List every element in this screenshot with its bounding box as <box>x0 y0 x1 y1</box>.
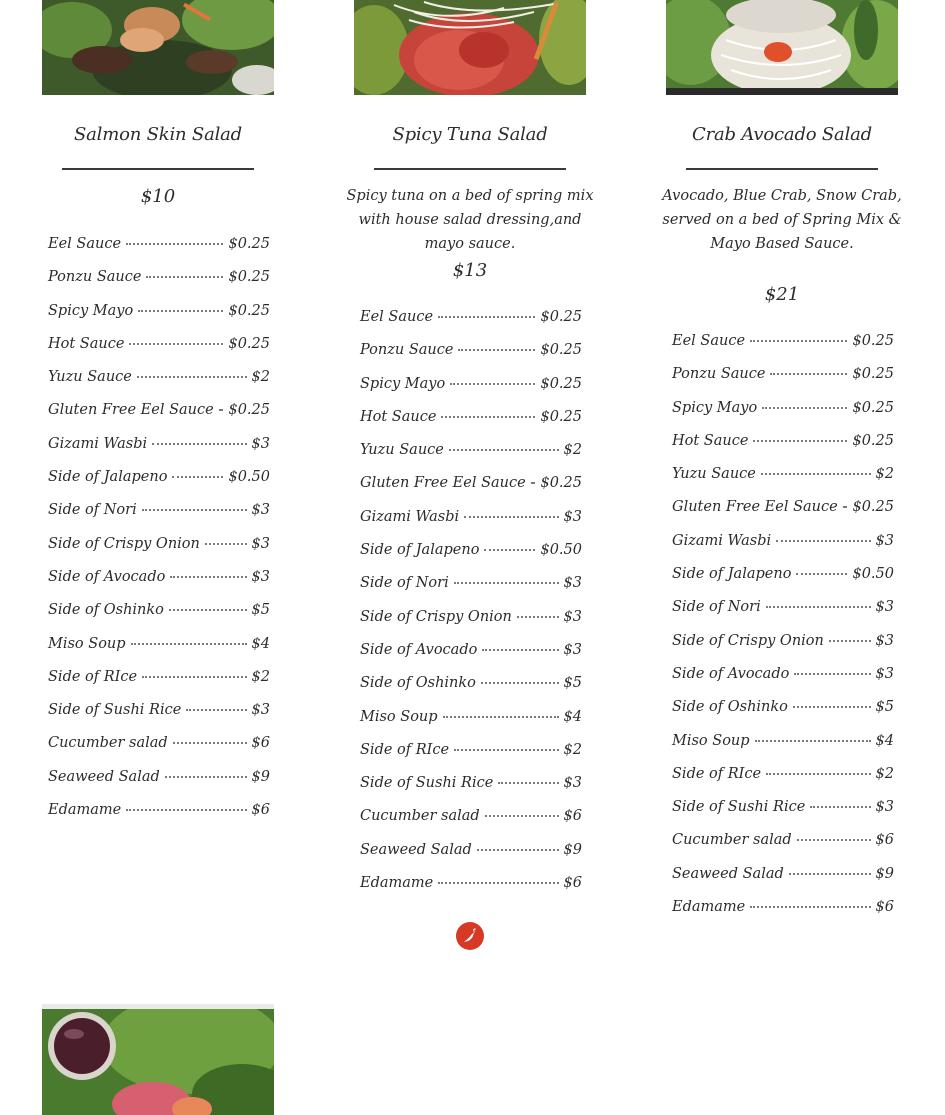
list-item <box>48 636 270 669</box>
list-item <box>672 733 894 766</box>
side-item-name: Cucumber salad <box>48 735 168 752</box>
dot-leader <box>464 516 558 518</box>
list-item <box>360 875 582 908</box>
list-item <box>672 499 894 532</box>
side-item-name: Side of Avocado <box>360 641 478 658</box>
side-item-name: Ponzu Sauce <box>672 366 766 383</box>
side-item-name: Edamame <box>48 802 122 819</box>
side-item-name: Cucumber salad <box>360 808 480 825</box>
list-item <box>672 633 894 666</box>
list-item <box>48 269 270 302</box>
dot-leader <box>205 543 247 545</box>
side-item-price: $3 <box>251 435 270 452</box>
side-item-price: $3 <box>251 502 270 519</box>
side-item-price: $3 <box>875 532 894 549</box>
list-item <box>360 775 582 808</box>
side-item-price: $0.25 <box>228 269 270 286</box>
list-item <box>672 433 894 466</box>
dot-leader <box>766 606 871 608</box>
dot-leader <box>126 243 223 245</box>
side-item-price: $0.25 <box>228 402 270 419</box>
side-item-price: $6 <box>875 899 894 916</box>
side-item-price: $3 <box>251 702 270 719</box>
side-item-name: Seaweed Salad <box>672 865 784 882</box>
list-item <box>672 400 894 433</box>
side-item-price: $0.25 <box>852 333 894 349</box>
side-item-price: $6 <box>251 802 270 819</box>
spicy-tuna-salad-photo[interactable] <box>354 0 586 95</box>
side-item-price: $3 <box>875 665 894 682</box>
side-item-price: $9 <box>875 865 894 882</box>
dot-leader <box>454 749 558 751</box>
side-item-name: Miso Soup <box>48 635 126 652</box>
list-item <box>48 769 270 802</box>
dot-leader <box>438 316 535 318</box>
salad-price: $10 <box>140 186 176 207</box>
list-item <box>360 675 582 708</box>
side-item-price: $4 <box>875 732 894 749</box>
list-item <box>360 742 582 775</box>
side-item-name: Eel Sauce <box>672 333 746 349</box>
dot-leader <box>482 649 558 651</box>
side-item-name: Hot Sauce <box>48 335 125 352</box>
side-item-price: $0.25 <box>852 366 894 383</box>
side-item-price: $0.25 <box>228 302 270 319</box>
side-item-name: Side of Avocado <box>48 568 166 585</box>
dot-leader <box>441 416 535 418</box>
side-item-price: $6 <box>563 875 582 892</box>
side-item-price: $0.25 <box>540 342 582 359</box>
dot-leader <box>753 440 847 442</box>
side-item-name: Gluten Free Eel Sauce <box>672 499 838 516</box>
side-item-name: Eel Sauce <box>360 309 434 325</box>
dot-leader <box>173 742 247 744</box>
side-item-name: Miso Soup <box>360 708 438 725</box>
side-item-name: Edamame <box>360 875 434 892</box>
dot-leader <box>794 673 870 675</box>
side-item-price: $3 <box>251 535 270 552</box>
dot-leader <box>170 576 246 578</box>
dot-leader <box>766 773 870 775</box>
dot-leader <box>165 776 247 778</box>
side-item-price: $0.25 <box>540 475 582 492</box>
side-item-price: $2 <box>563 442 582 459</box>
side-item-price: $0.25 <box>852 399 894 416</box>
dot-leader <box>750 906 870 908</box>
side-item-price: $5 <box>875 699 894 716</box>
side-item-name: Side of Sushi Rice <box>672 799 806 816</box>
dot-leader <box>843 506 848 508</box>
list-item <box>672 599 894 632</box>
dot-leader <box>761 473 871 475</box>
dot-leader <box>789 873 871 875</box>
dot-leader <box>481 682 559 684</box>
side-item-name: Yuzu Sauce <box>672 466 756 483</box>
side-item-name: Spicy Mayo <box>360 375 446 392</box>
side-item-name: Side of RIce <box>672 765 762 782</box>
dot-leader <box>186 709 246 711</box>
title-divider <box>686 168 878 170</box>
salad-price: $21 <box>764 284 800 305</box>
dot-leader <box>137 376 247 378</box>
side-item-name: Side of Oshinko <box>360 675 476 692</box>
dot-leader <box>485 815 559 817</box>
dot-leader <box>796 573 847 575</box>
side-item-name: Gluten Free Eel Sauce <box>360 475 526 492</box>
dot-leader <box>762 407 847 409</box>
side-item-price: $4 <box>251 635 270 652</box>
side-item-name: Ponzu Sauce <box>48 269 142 286</box>
side-item-name: Side of RIce <box>360 741 450 758</box>
side-item-name: Side of Crispy Onion <box>672 632 824 649</box>
side-item-name: Cucumber salad <box>672 832 792 849</box>
chili-pepper-icon[interactable] <box>456 922 484 950</box>
list-item <box>672 766 894 799</box>
dot-leader <box>152 443 246 445</box>
sides-list <box>672 333 894 932</box>
dot-leader <box>829 640 871 642</box>
dot-leader <box>172 476 223 478</box>
list-item <box>360 642 582 675</box>
side-item-price: $2 <box>563 741 582 758</box>
dot-leader <box>484 549 535 551</box>
side-item-price: $4 <box>563 708 582 725</box>
list-item <box>48 303 270 336</box>
side-item-price: $3 <box>875 799 894 816</box>
dot-leader <box>131 643 247 645</box>
side-item-price: $5 <box>563 675 582 692</box>
side-item-name: Miso Soup <box>672 732 750 749</box>
side-item-name: Side of Nori <box>672 599 761 616</box>
side-item-name: Side of Oshinko <box>48 602 164 619</box>
side-item-price: $0.25 <box>540 408 582 425</box>
side-item-price: $2 <box>875 765 894 782</box>
dot-leader <box>138 310 223 312</box>
side-item-name: Side of Oshinko <box>672 699 788 716</box>
side-item-price: $3 <box>563 575 582 592</box>
side-item-name: Gizami Wasbi <box>672 532 772 549</box>
list-item <box>360 376 582 409</box>
side-item-name: Spicy Mayo <box>672 399 758 416</box>
side-item-price: $0.50 <box>540 542 582 559</box>
side-item-name: Yuzu Sauce <box>360 442 444 459</box>
side-item-price: $2 <box>251 369 270 386</box>
side-item-name: Gizami Wasbi <box>48 435 148 452</box>
list-item <box>360 442 582 475</box>
list-item <box>360 409 582 442</box>
dot-leader <box>517 616 559 618</box>
list-item <box>48 469 270 502</box>
side-item-name: Yuzu Sauce <box>48 369 132 386</box>
salad-title: Crab Avocado Salad <box>692 124 872 145</box>
dot-leader <box>755 740 871 742</box>
side-item-price: $3 <box>875 599 894 616</box>
side-item-price: $3 <box>875 632 894 649</box>
salad-description: Spicy tuna on a bed of spring mix with house salad dressing,and mayo sauce. <box>346 188 594 252</box>
dot-leader <box>449 449 559 451</box>
side-item-name: Gluten Free Eel Sauce <box>48 402 214 419</box>
side-item-price: $3 <box>251 568 270 585</box>
list-item <box>360 842 582 875</box>
list-item <box>48 336 270 369</box>
dot-leader <box>458 349 535 351</box>
side-item-name: Hot Sauce <box>672 432 749 449</box>
list-item <box>672 866 894 899</box>
side-item-price: $3 <box>563 608 582 625</box>
side-item-name: Seaweed Salad <box>48 768 160 785</box>
dot-leader <box>750 340 847 342</box>
dot-leader <box>477 849 559 851</box>
list-item <box>48 702 270 735</box>
list-item <box>48 402 270 435</box>
list-item <box>360 475 582 508</box>
list-item <box>360 309 582 342</box>
crab-avocado-salad-photo[interactable] <box>666 0 898 95</box>
side-item-name: Gizami Wasbi <box>360 508 460 525</box>
sides-list <box>48 236 270 835</box>
list-item <box>672 799 894 832</box>
list-item <box>360 709 582 742</box>
list-item <box>360 509 582 542</box>
list-item <box>360 808 582 841</box>
side-item-name: Side of Crispy Onion <box>48 535 200 552</box>
side-item-price: $5 <box>251 602 270 619</box>
title-divider <box>374 168 566 170</box>
side-item-price: $0.50 <box>228 469 270 486</box>
side-item-name: Side of Jalapeno <box>48 469 168 486</box>
list-item <box>48 536 270 569</box>
side-item-name: Side of Avocado <box>672 665 790 682</box>
side-item-price: $9 <box>251 768 270 785</box>
list-item <box>672 899 894 932</box>
dot-leader <box>770 373 847 375</box>
list-item <box>672 699 894 732</box>
side-item-name: Edamame <box>672 899 746 916</box>
list-item <box>672 333 894 366</box>
next-salad-photo[interactable] <box>42 1004 274 1115</box>
list-item <box>48 502 270 535</box>
list-item <box>672 466 894 499</box>
dot-leader <box>776 540 870 542</box>
list-item <box>672 832 894 865</box>
list-item <box>48 602 270 635</box>
salad-price: $13 <box>452 260 488 281</box>
dot-leader <box>450 383 535 385</box>
side-item-price: $0.25 <box>540 375 582 392</box>
list-item <box>48 236 270 269</box>
dot-leader <box>531 482 536 484</box>
side-item-price: $3 <box>563 641 582 658</box>
dot-leader <box>129 343 223 345</box>
side-item-name: Seaweed Salad <box>360 841 472 858</box>
side-item-price: $6 <box>251 735 270 752</box>
list-item <box>48 436 270 469</box>
list-item <box>360 575 582 608</box>
dot-leader <box>454 582 559 584</box>
side-item-price: $3 <box>563 508 582 525</box>
dot-leader <box>219 409 224 411</box>
dot-leader <box>142 509 247 511</box>
salad-title: Spicy Tuna Salad <box>392 124 548 145</box>
salmon-skin-salad-photo[interactable] <box>42 0 274 95</box>
dot-leader <box>142 676 246 678</box>
list-item <box>48 802 270 835</box>
side-item-price: $3 <box>563 775 582 792</box>
dot-leader <box>797 839 871 841</box>
dot-leader <box>810 806 870 808</box>
side-item-name: Side of Nori <box>360 575 449 592</box>
side-item-name: Side of Crispy Onion <box>360 608 512 625</box>
sides-list <box>360 309 582 908</box>
list-item <box>672 366 894 399</box>
list-item <box>360 542 582 575</box>
list-item <box>48 735 270 768</box>
side-item-name: Hot Sauce <box>360 408 437 425</box>
dot-leader <box>793 706 871 708</box>
side-item-price: $9 <box>563 841 582 858</box>
list-item <box>48 369 270 402</box>
side-item-name: Ponzu Sauce <box>360 342 454 359</box>
dot-leader <box>169 609 247 611</box>
list-item <box>48 669 270 702</box>
side-item-name: Side of Nori <box>48 502 137 519</box>
dot-leader <box>498 782 558 784</box>
list-item <box>672 666 894 699</box>
salad-description: Avocado, Blue Crab, Snow Crab, served on a bed of Spring Mix & Mayo Based Sauce. <box>662 188 902 252</box>
side-item-price: $0.25 <box>852 499 894 516</box>
side-item-price: $2 <box>875 466 894 483</box>
side-item-price: $0.25 <box>228 236 270 252</box>
side-item-price: $2 <box>251 668 270 685</box>
list-item <box>360 609 582 642</box>
dot-leader <box>438 882 558 884</box>
side-item-name: Eel Sauce <box>48 236 122 252</box>
side-item-price: $0.50 <box>852 566 894 583</box>
dot-leader <box>126 809 246 811</box>
list-item <box>360 342 582 375</box>
side-item-name: Side of Jalapeno <box>672 566 792 583</box>
side-item-price: $6 <box>563 808 582 825</box>
side-item-price: $6 <box>875 832 894 849</box>
list-item <box>48 569 270 602</box>
side-item-name: Spicy Mayo <box>48 302 134 319</box>
dot-leader <box>146 276 223 278</box>
title-divider <box>62 168 254 170</box>
side-item-name: Side of Jalapeno <box>360 542 480 559</box>
list-item <box>672 566 894 599</box>
dot-leader <box>443 716 559 718</box>
side-item-price: $0.25 <box>228 335 270 352</box>
side-item-price: $0.25 <box>540 309 582 325</box>
side-item-name: Side of RIce <box>48 668 138 685</box>
salad-title: Salmon Skin Salad <box>73 124 243 145</box>
side-item-name: Side of Sushi Rice <box>360 775 494 792</box>
list-item <box>672 533 894 566</box>
side-item-price: $0.25 <box>852 432 894 449</box>
side-item-name: Side of Sushi Rice <box>48 702 182 719</box>
